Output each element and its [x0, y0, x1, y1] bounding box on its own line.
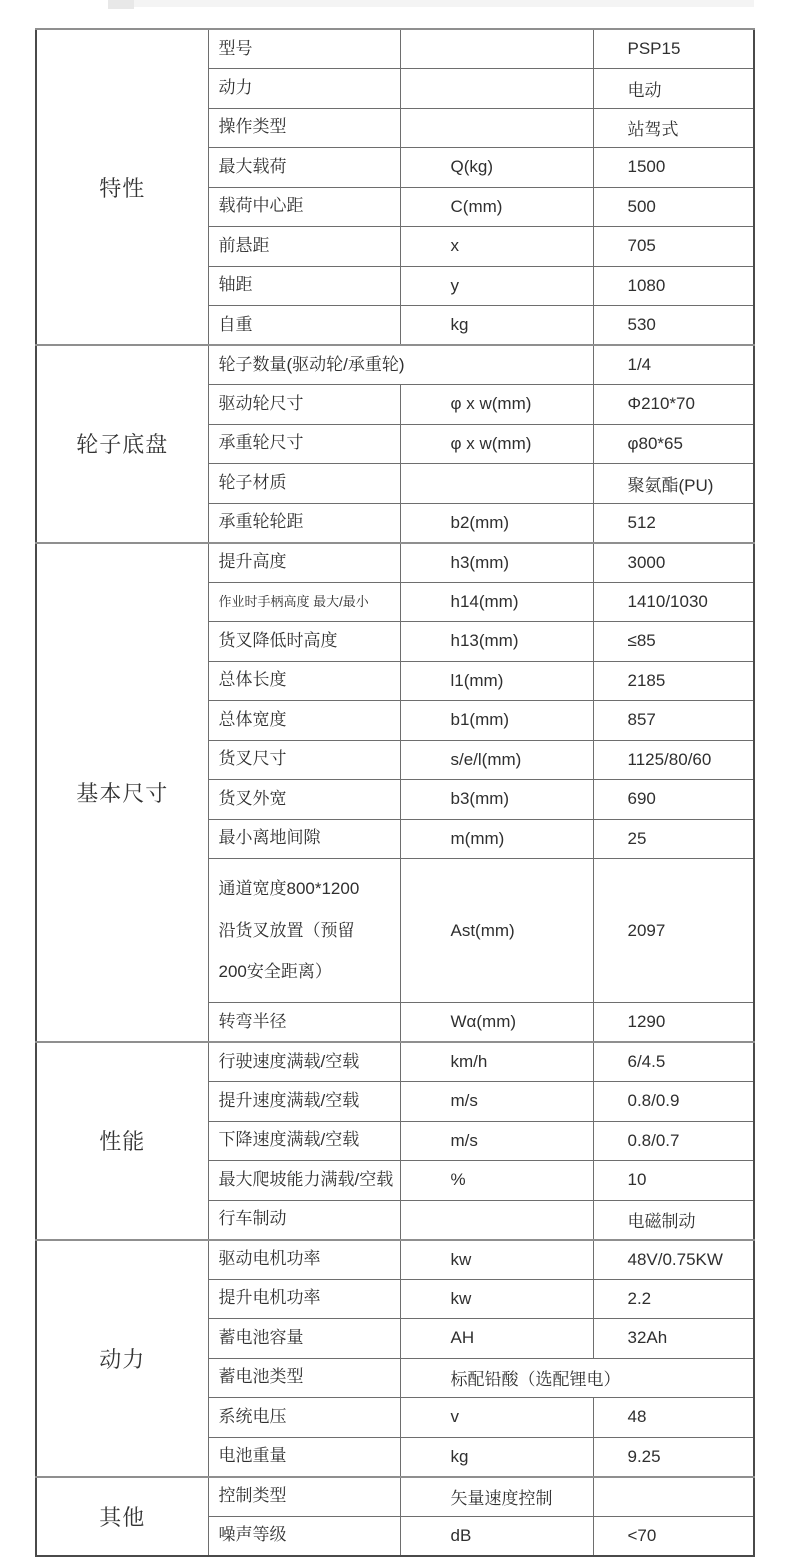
parameter-cell: 电池重量 — [208, 1437, 400, 1477]
value-cell: 2.2 — [593, 1279, 754, 1319]
parameter-cell: 噪声等级 — [208, 1516, 400, 1556]
value-cell: 1290 — [593, 1003, 754, 1043]
symbol-cell: l1(mm) — [400, 661, 593, 701]
parameter-cell: 控制类型 — [208, 1477, 400, 1517]
symbol-cell: b1(mm) — [400, 701, 593, 741]
top-edge-artifact-square — [108, 0, 134, 9]
symbol-cell: m/s — [400, 1121, 593, 1161]
value-cell: 3000 — [593, 543, 754, 583]
symbol-cell: AH — [400, 1319, 593, 1359]
value-cell: 聚氨酯(PU) — [593, 464, 754, 504]
value-cell: 25 — [593, 819, 754, 859]
parameter-cell: 提升高度 — [208, 543, 400, 583]
symbol-cell: s/e/l(mm) — [400, 740, 593, 780]
parameter-cell: 轴距 — [208, 266, 400, 306]
value-cell: 512 — [593, 503, 754, 543]
parameter-cell: 总体宽度 — [208, 701, 400, 741]
parameter-cell: 货叉降低时高度 — [208, 622, 400, 662]
parameter-cell: 操作类型 — [208, 108, 400, 148]
symbol-cell: x — [400, 227, 593, 267]
merged-value-cell: 标配铅酸（选配锂电） — [400, 1358, 754, 1398]
symbol-cell: kg — [400, 1437, 593, 1477]
symbol-cell — [400, 464, 593, 504]
value-cell: 530 — [593, 306, 754, 346]
table-row — [36, 1477, 754, 1517]
value-cell: 10 — [593, 1161, 754, 1201]
value-cell: 0.8/0.7 — [593, 1121, 754, 1161]
value-cell: 1080 — [593, 266, 754, 306]
parameter-cell: 自重 — [208, 306, 400, 346]
parameter-cell: 驱动电机功率 — [208, 1240, 400, 1280]
parameter-cell: 最大载荷 — [208, 148, 400, 188]
parameter-cell: 蓄电池容量 — [208, 1319, 400, 1359]
value-cell: 500 — [593, 187, 754, 227]
parameter-cell: 通道宽度800*1200沿货叉放置（预留200安全距离） — [208, 859, 400, 1003]
symbol-cell — [400, 69, 593, 109]
parameter-cell: 驱动轮尺寸 — [208, 385, 400, 425]
parameter-cell: 提升电机功率 — [208, 1279, 400, 1319]
symbol-cell: kg — [400, 306, 593, 346]
symbol-cell: b3(mm) — [400, 780, 593, 820]
value-cell: 9.25 — [593, 1437, 754, 1477]
value-cell: 电动 — [593, 69, 754, 109]
parameter-cell: 系统电压 — [208, 1398, 400, 1438]
symbol-cell: m(mm) — [400, 819, 593, 859]
category-cell: 基本尺寸 — [36, 543, 208, 1043]
symbol-cell: % — [400, 1161, 593, 1201]
value-cell: <70 — [593, 1516, 754, 1556]
table-row — [36, 1042, 754, 1082]
category-cell: 其他 — [36, 1477, 208, 1556]
parameter-cell: 货叉尺寸 — [208, 740, 400, 780]
spec-section — [36, 29, 754, 345]
value-cell: 2097 — [593, 859, 754, 1003]
value-cell: φ80*65 — [593, 424, 754, 464]
product-spec-table — [35, 28, 755, 1557]
parameter-cell: 行驶速度满载/空载 — [208, 1042, 400, 1082]
value-cell: 705 — [593, 227, 754, 267]
value-cell: 690 — [593, 780, 754, 820]
parameter-cell: 最小离地间隙 — [208, 819, 400, 859]
value-cell: ≤85 — [593, 622, 754, 662]
value-cell: 2185 — [593, 661, 754, 701]
value-cell: 1/4 — [593, 345, 754, 385]
symbol-cell: φ x w(mm) — [400, 424, 593, 464]
spec-section — [36, 1042, 754, 1240]
parameter-cell: 总体长度 — [208, 661, 400, 701]
parameter-cell: 最大爬坡能力满载/空载 — [208, 1161, 400, 1201]
table-row — [36, 543, 754, 583]
parameter-cell: 货叉外宽 — [208, 780, 400, 820]
symbol-cell: b2(mm) — [400, 503, 593, 543]
value-cell: 电磁制动 — [593, 1200, 754, 1240]
value-cell: 6/4.5 — [593, 1042, 754, 1082]
symbol-cell: h14(mm) — [400, 582, 593, 622]
parameter-cell: 型号 — [208, 29, 400, 69]
parameter-cell: 行车制动 — [208, 1200, 400, 1240]
symbol-cell: Ast(mm) — [400, 859, 593, 1003]
symbol-cell: h3(mm) — [400, 543, 593, 583]
value-cell: 857 — [593, 701, 754, 741]
parameter-cell: 轮子材质 — [208, 464, 400, 504]
parameter-cell: 蓄电池类型 — [208, 1358, 400, 1398]
parameter-cell: 作业时手柄高度 最大/最小 — [208, 582, 400, 622]
value-cell: 48V/0.75KW — [593, 1240, 754, 1280]
parameter-cell: 前悬距 — [208, 227, 400, 267]
category-cell: 性能 — [36, 1042, 208, 1240]
parameter-cell: 轮子数量(驱动轮/承重轮) — [208, 345, 593, 385]
value-cell: PSP15 — [593, 29, 754, 69]
table-row — [36, 345, 754, 385]
symbol-cell — [400, 1200, 593, 1240]
symbol-cell: 矢量速度控制 — [400, 1477, 593, 1517]
value-cell: 48 — [593, 1398, 754, 1438]
parameter-cell: 承重轮尺寸 — [208, 424, 400, 464]
spec-section — [36, 543, 754, 1043]
top-edge-artifact-bar — [134, 0, 754, 7]
value-cell: Φ210*70 — [593, 385, 754, 425]
value-cell — [593, 1477, 754, 1517]
value-cell: 32Ah — [593, 1319, 754, 1359]
table-row — [36, 29, 754, 69]
parameter-cell: 下降速度满载/空载 — [208, 1121, 400, 1161]
value-cell: 1500 — [593, 148, 754, 188]
symbol-cell: dB — [400, 1516, 593, 1556]
symbol-cell: y — [400, 266, 593, 306]
spec-section — [36, 1240, 754, 1477]
symbol-cell: m/s — [400, 1082, 593, 1122]
parameter-cell: 转弯半径 — [208, 1003, 400, 1043]
symbol-cell: C(mm) — [400, 187, 593, 227]
value-cell: 1410/1030 — [593, 582, 754, 622]
parameter-cell: 提升速度满载/空载 — [208, 1082, 400, 1122]
parameter-cell: 动力 — [208, 69, 400, 109]
symbol-cell: km/h — [400, 1042, 593, 1082]
symbol-cell: kw — [400, 1279, 593, 1319]
symbol-cell: Q(kg) — [400, 148, 593, 188]
spec-section — [36, 1477, 754, 1556]
symbol-cell — [400, 29, 593, 69]
symbol-cell: φ x w(mm) — [400, 385, 593, 425]
parameter-cell: 承重轮轮距 — [208, 503, 400, 543]
symbol-cell: h13(mm) — [400, 622, 593, 662]
category-cell: 动力 — [36, 1240, 208, 1477]
spec-section — [36, 345, 754, 543]
symbol-cell — [400, 108, 593, 148]
parameter-cell: 载荷中心距 — [208, 187, 400, 227]
value-cell: 1125/80/60 — [593, 740, 754, 780]
value-cell: 0.8/0.9 — [593, 1082, 754, 1122]
category-cell: 特性 — [36, 29, 208, 345]
table-row — [36, 1240, 754, 1280]
category-cell: 轮子底盘 — [36, 345, 208, 543]
symbol-cell: v — [400, 1398, 593, 1438]
value-cell: 站驾式 — [593, 108, 754, 148]
symbol-cell: kw — [400, 1240, 593, 1280]
symbol-cell: Wα(mm) — [400, 1003, 593, 1043]
